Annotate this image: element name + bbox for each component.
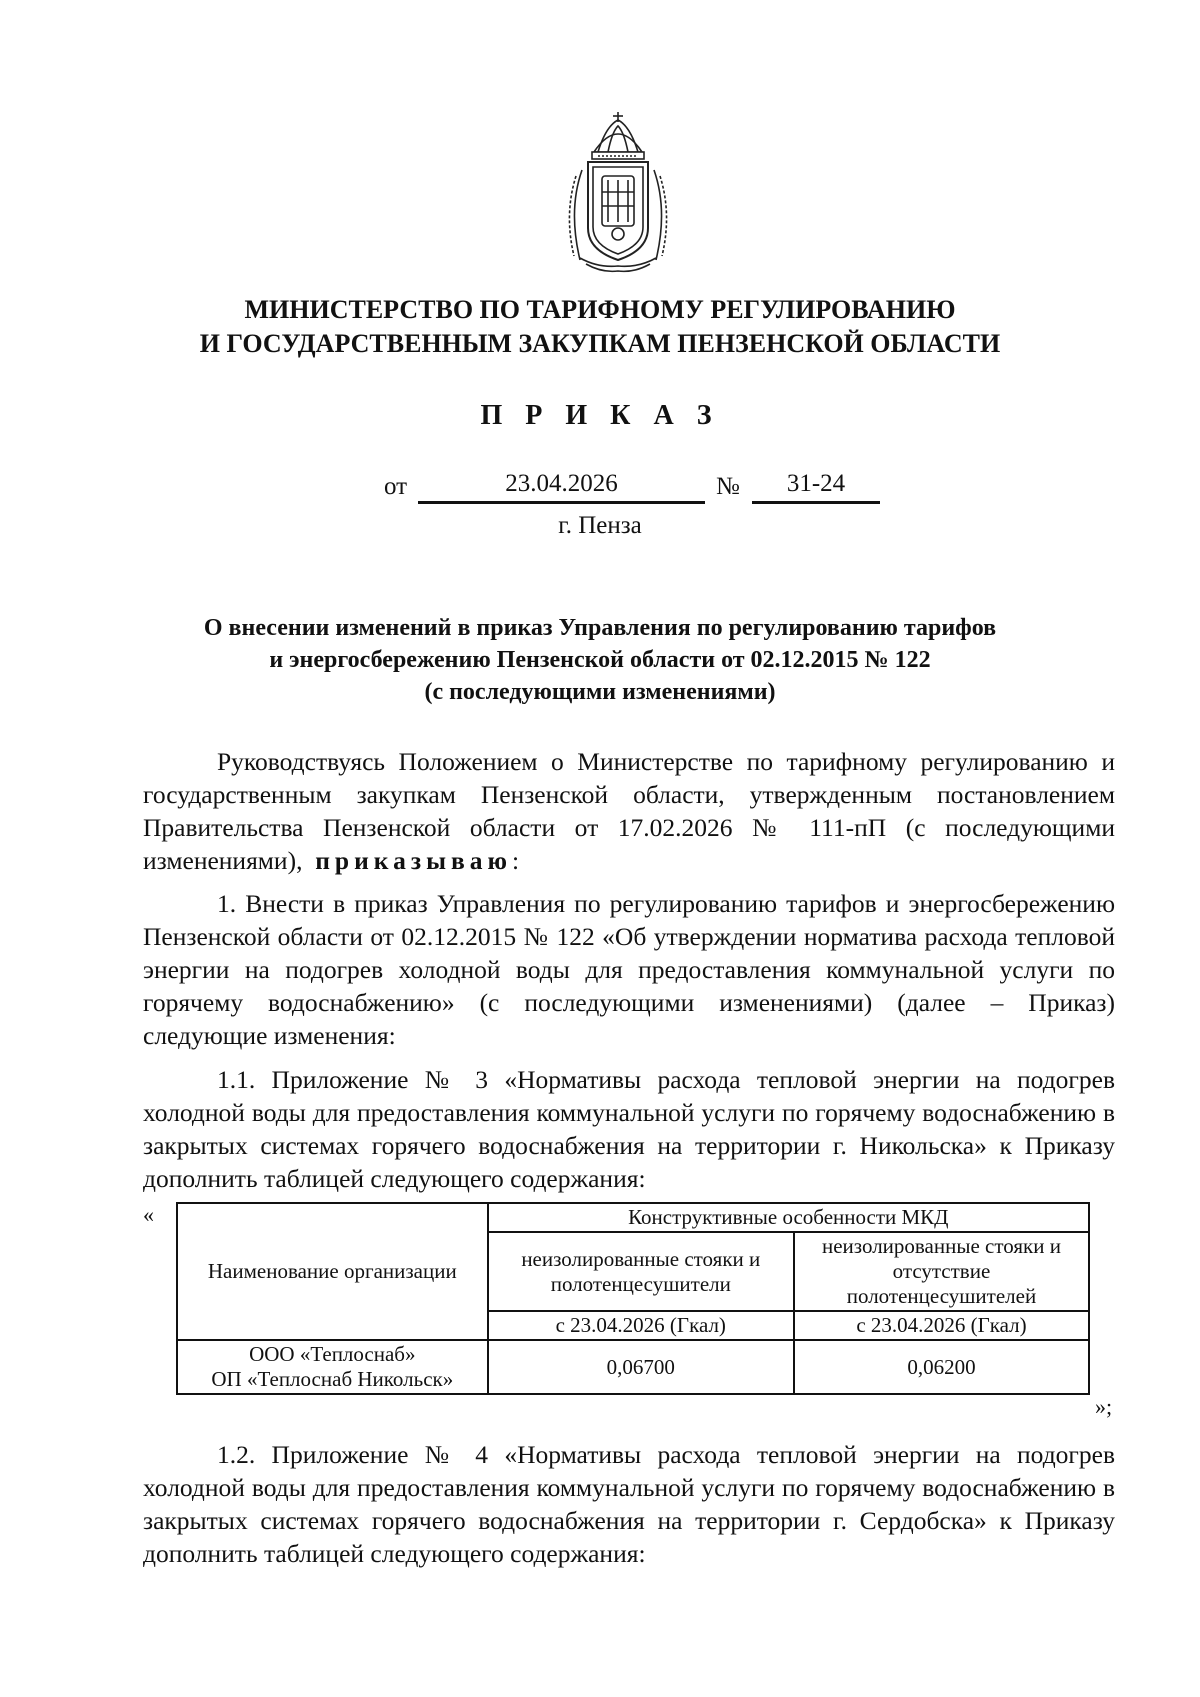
table-close-quote: »; [1095, 1394, 1113, 1419]
date-prefix-label: от [384, 473, 408, 500]
paragraph-item-1 [143, 887, 1115, 1052]
paragraph-item-1-1 [143, 1063, 1115, 1195]
preamble-tail: : [512, 846, 520, 875]
item-1-2-text: 1.2. Приложение № 4 «Нормативы расхода тепловой энергии на подогрев холодной воды для предоставления коммунальной услуги по горячему водоснабжению в закрытых системах горячего водоснабжения на территории г. Сердобска» к Приказу дополнить таблицей следующего содержания: [143, 1440, 1115, 1568]
header-org-name: Наименование организации [177, 1203, 488, 1340]
ministry-name [100, 293, 1100, 361]
order-subject [140, 612, 1060, 708]
coat-of-arms-icon [558, 110, 678, 275]
subject-line-2: и энергосбережению Пензенской области от 02.12.2015 № 122 [269, 647, 931, 673]
order-date: 23.04.2026 [418, 470, 705, 504]
preamble-emphasis: приказываю [315, 846, 512, 875]
row-value-1: 0,06700 [488, 1340, 794, 1394]
header-group: Конструктивные особенности МКД [488, 1203, 1089, 1232]
date-number-row [0, 470, 1200, 506]
header-col-2-unit: с 23.04.2026 (Гкал) [488, 1311, 794, 1340]
subject-line-1: О внесении изменений в приказ Управления по регулированию тарифов [203, 615, 997, 641]
row-value-2: 0,06200 [794, 1340, 1089, 1394]
row-org-name [177, 1340, 488, 1394]
item-1-1-text: 1.1. Приложение № 3 «Нормативы расхода тепловой энергии на подогрев холодной воды для предоставления коммунальной услуги по горячему водоснабжению в закрытых системах горячего водоснабжения на территории г. Никольска» к Приказу дополнить таблицей следующего содержания: [143, 1065, 1115, 1193]
ministry-name-line-1: МИНИСТЕРСТВО ПО ТАРИФНОМУ РЕГУЛИРОВАНИЮ [244, 295, 956, 324]
header-col-3-unit: с 23.04.2026 (Гкал) [794, 1311, 1089, 1340]
paragraph-item-1-2 [143, 1438, 1115, 1570]
row-org-line-2: ОП «Теплоснаб Никольск» [211, 1367, 454, 1391]
preamble-text: Руководствуясь Положением о Министерстве по тарифному регулированию и государственным закупкам Пензенской области, утвержденным постановлением Правительства Пензенской области от 17.02.2026 № 111-пП (с последующими изменениями), [143, 747, 1115, 875]
item-1-text: 1. Внести в приказ Управления по регулированию тарифов и энергосбережению Пензенской области от 02.12.2015 № 122 «Об утверждении норматива расхода тепловой энергии на подогрев холодной воды для предоставления коммунальной услуги по горячему водоснабжению» (с последующими изменениями) (далее – Приказ) следующие изменения: [143, 889, 1115, 1050]
document-type-title: П Р И К А З [480, 400, 720, 431]
order-number: 31-24 [752, 470, 880, 504]
table-row [177, 1340, 1089, 1394]
paragraph-preamble [143, 745, 1115, 877]
norms-table [176, 1202, 1090, 1395]
header-col-3: неизолированные стояки и отсутствие полотенцесушителей [794, 1232, 1089, 1311]
subject-line-3: (с последующими изменениями) [424, 679, 776, 705]
city-label: г. Пенза [558, 512, 642, 539]
row-org-line-1: ООО «Теплоснаб» [249, 1342, 416, 1366]
table-open-quote: « [143, 1202, 154, 1227]
ministry-name-line-2: И ГОСУДАРСТВЕННЫМ ЗАКУПКАМ ПЕНЗЕНСКОЙ ОБЛАСТИ [199, 329, 1001, 358]
number-prefix-label: № [716, 473, 740, 500]
header-col-2: неизолированные стояки и полотенцесушители [488, 1232, 794, 1311]
